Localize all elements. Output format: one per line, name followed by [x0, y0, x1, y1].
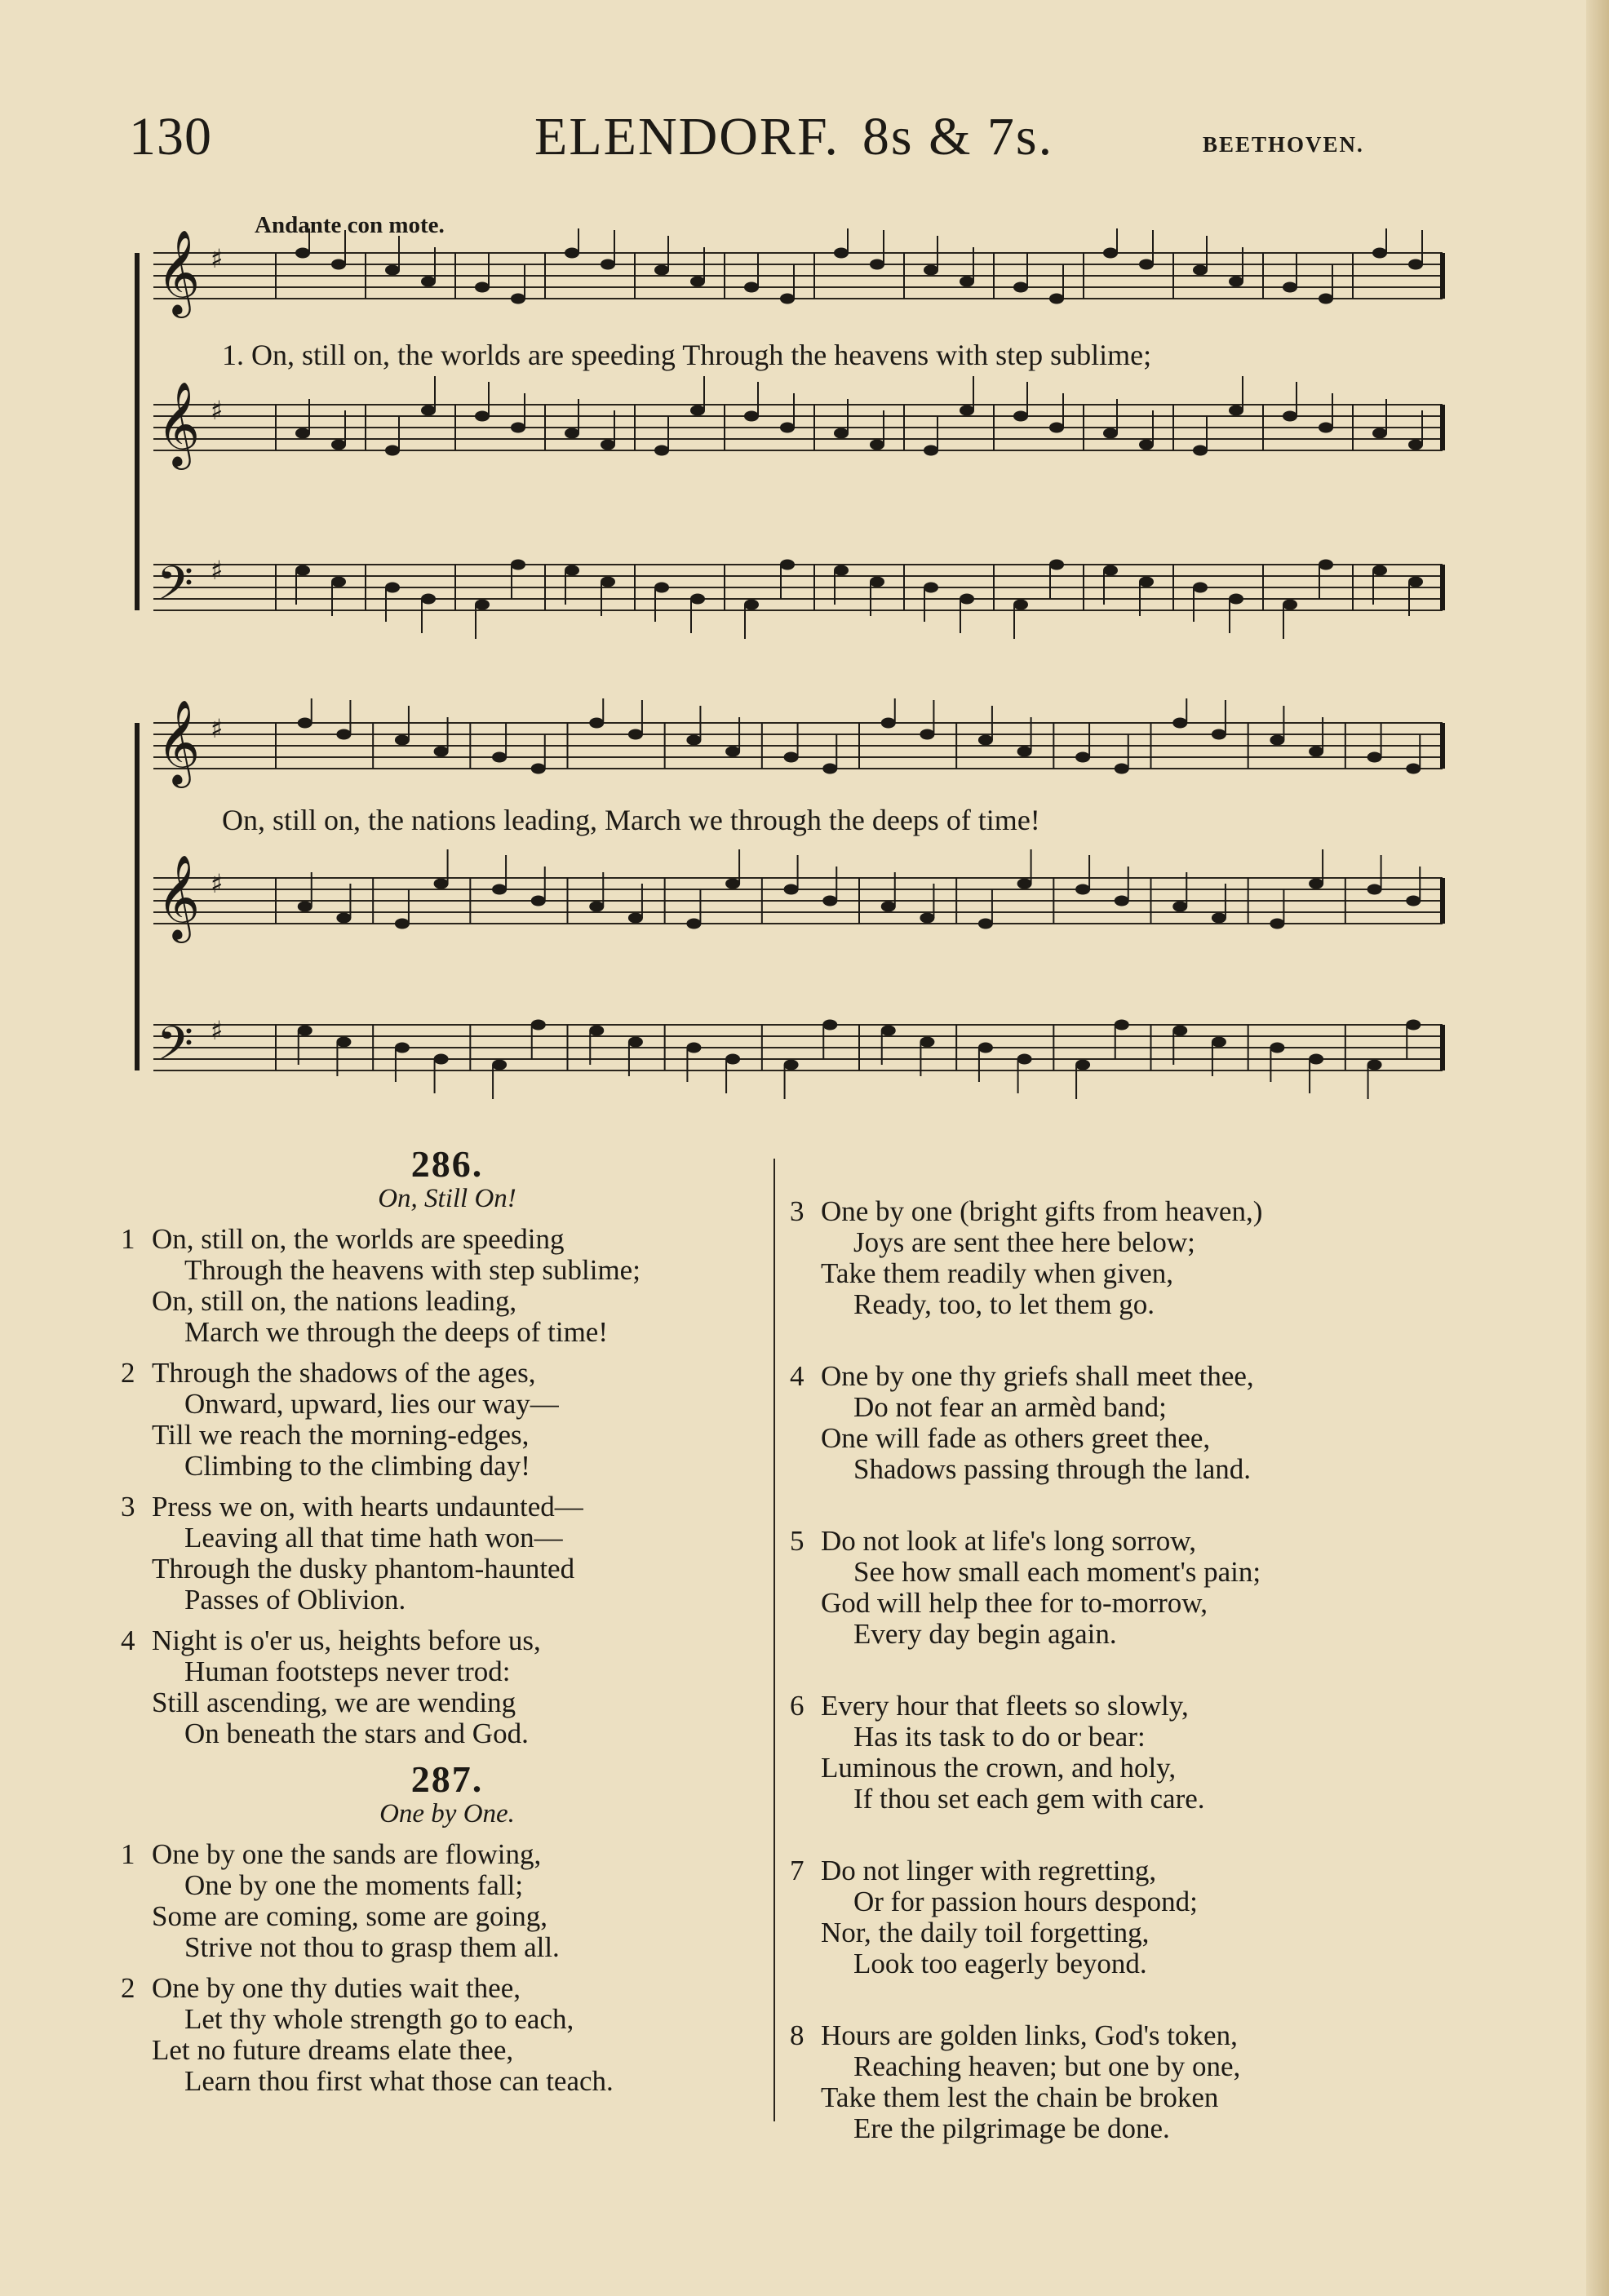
- note-head: [1408, 440, 1423, 450]
- note-head: [1309, 879, 1323, 889]
- note-head: [870, 577, 884, 587]
- stanza-line: Joys are sent thee here below;: [853, 1226, 1195, 1258]
- note-head: [1372, 248, 1387, 259]
- stanza-line: One by one thy duties wait thee,: [152, 1972, 521, 2004]
- note-head: [295, 428, 310, 439]
- stanza-number: 8: [790, 2019, 804, 2051]
- note-head: [960, 277, 974, 287]
- note-head: [1172, 902, 1187, 912]
- note-head: [492, 1060, 507, 1070]
- treble-clef-icon: 𝄞: [157, 854, 201, 940]
- note-head: [1193, 583, 1208, 593]
- column-divider: [773, 1159, 775, 2121]
- note-head: [1229, 277, 1243, 287]
- hymn-287-heading: [121, 1758, 773, 1829]
- note-head: [1319, 294, 1333, 304]
- note-head: [385, 265, 400, 276]
- note-head: [1013, 411, 1028, 422]
- note-head: [1017, 879, 1032, 889]
- note-head: [822, 1020, 837, 1031]
- stanza-line: March we through the deeps of time!: [184, 1316, 609, 1348]
- tune-title: [534, 106, 1053, 168]
- note-head: [1115, 1020, 1129, 1031]
- hymn-286: [121, 1143, 773, 2097]
- note-head: [1013, 600, 1028, 610]
- stanza-line: Do not fear an armèd band;: [853, 1391, 1167, 1423]
- note-head: [978, 919, 993, 929]
- stanza-line: One by one (bright gifts from heaven,): [821, 1195, 1263, 1227]
- stanza-line: Let thy whole strength go to each,: [184, 2003, 574, 2035]
- stanza-number: 2: [121, 1972, 135, 2004]
- note-head: [601, 577, 615, 587]
- sharp-icon: ♯: [211, 555, 224, 587]
- page-header: [0, 106, 1609, 180]
- sharp-icon: ♯: [211, 868, 224, 900]
- stanza-line: Every hour that fleets so slowly,: [821, 1690, 1189, 1722]
- note-head: [336, 1037, 351, 1048]
- note-head: [1309, 1054, 1323, 1065]
- note-head: [434, 1054, 449, 1065]
- stanza: [790, 1196, 1443, 1320]
- note-head: [385, 583, 400, 593]
- stanza-number: 1: [121, 1838, 135, 1870]
- stanza-number: 2: [121, 1357, 135, 1389]
- stanza-line: Or for passion hours despond;: [853, 1886, 1198, 1917]
- note-head: [784, 884, 799, 895]
- note-head: [298, 718, 312, 729]
- stanza-line: Take them readily when given,: [821, 1257, 1173, 1289]
- stanza: [121, 1839, 773, 1963]
- stanza-line: Passes of Oblivion.: [184, 1584, 406, 1616]
- note-head: [1172, 718, 1187, 729]
- note-head: [421, 594, 436, 605]
- stanza: [121, 1625, 773, 1749]
- note-head: [628, 1037, 643, 1048]
- stanza: [790, 1361, 1443, 1485]
- note-head: [1075, 884, 1090, 895]
- note-head: [395, 1043, 410, 1053]
- note-head: [654, 265, 669, 276]
- note-head: [1319, 560, 1333, 570]
- note-head: [1139, 440, 1154, 450]
- stanza-line: Some are coming, some are going,: [152, 1900, 548, 1932]
- note-head: [589, 902, 604, 912]
- hymn-stanzas: [121, 1224, 773, 1749]
- stanza-number: 4: [790, 1360, 804, 1392]
- note-head: [1172, 1026, 1187, 1036]
- note-head: [475, 411, 490, 422]
- stanza-number: 6: [790, 1690, 804, 1722]
- note-head: [511, 560, 525, 570]
- note-head: [295, 248, 310, 259]
- page-number: 130: [129, 107, 212, 166]
- hymn-number: 286.: [410, 1143, 484, 1185]
- note-head: [628, 913, 643, 924]
- stanza-line: Ere the pilgrimage be done.: [853, 2112, 1170, 2144]
- note-head: [784, 1060, 799, 1070]
- stanza-line: Learn thou first what those can teach.: [184, 2065, 614, 2097]
- note-head: [336, 913, 351, 924]
- stanza-number: 5: [790, 1525, 804, 1557]
- note-head: [920, 913, 934, 924]
- stanza-number: 3: [790, 1195, 804, 1227]
- stanza-line: See how small each moment's pain;: [853, 1556, 1261, 1588]
- note-head: [924, 583, 938, 593]
- hymn-subtitle: On, Still On!: [378, 1184, 516, 1213]
- note-head: [780, 560, 795, 570]
- stanza-line: God will help thee for to-morrow,: [821, 1587, 1208, 1619]
- note-head: [492, 752, 507, 763]
- note-head: [690, 277, 705, 287]
- tune-name: ELENDORF.: [534, 107, 840, 166]
- note-head: [1367, 1060, 1382, 1070]
- note-head: [1229, 594, 1243, 605]
- note-head: [492, 884, 507, 895]
- note-head: [336, 729, 351, 740]
- tune-meter: 8s & 7s.: [862, 107, 1054, 166]
- hymn-subtitle: One by One.: [379, 1799, 515, 1828]
- note-head: [1193, 265, 1208, 276]
- note-head: [744, 282, 759, 293]
- sharp-icon: ♯: [211, 713, 224, 745]
- note-head: [1075, 752, 1090, 763]
- stanza: [121, 1492, 773, 1616]
- note-head: [531, 896, 546, 906]
- note-head: [331, 577, 346, 587]
- note-head: [1212, 913, 1226, 924]
- staff-system-1: [129, 228, 1451, 653]
- note-head: [295, 565, 310, 576]
- stanza-line: One will fade as others greet thee,: [821, 1422, 1211, 1454]
- note-head: [1283, 411, 1297, 422]
- stanza-line: Climbing to the climbing day!: [184, 1450, 530, 1482]
- note-head: [690, 406, 705, 416]
- note-head: [434, 747, 449, 757]
- note-head: [565, 565, 579, 576]
- note-head: [822, 764, 837, 774]
- note-head: [565, 248, 579, 259]
- note-head: [725, 879, 740, 889]
- treble-clef-icon: 𝄞: [157, 381, 201, 467]
- note-head: [1049, 294, 1064, 304]
- lyric-line-1: 1. On, still on, the worlds are speeding Through the heavens with step sublime;: [222, 339, 1152, 371]
- hymn-287-continued: [790, 1155, 1443, 2144]
- note-head: [1139, 577, 1154, 587]
- staff-system-2: [129, 698, 1451, 1106]
- music-system-1: [129, 228, 1451, 653]
- note-head: [511, 294, 525, 304]
- lyric-line-2: On, still on, the nations leading, March we through the deeps of time!: [222, 804, 1040, 836]
- hymn-number: 287.: [410, 1758, 484, 1800]
- note-head: [780, 294, 795, 304]
- note-head: [870, 259, 884, 270]
- sharp-icon: ♯: [211, 243, 224, 275]
- stanza-line: Do not linger with regretting,: [821, 1855, 1157, 1886]
- note-head: [565, 428, 579, 439]
- note-head: [1270, 735, 1284, 746]
- stanza-number: 7: [790, 1855, 804, 1886]
- note-head: [421, 277, 436, 287]
- tempo-marking: Andante con mote.: [255, 212, 445, 238]
- note-head: [822, 896, 837, 906]
- hymn-stanzas: [790, 1196, 1443, 2144]
- stanza-line: Human footsteps never trod:: [184, 1656, 511, 1687]
- note-head: [1075, 1060, 1090, 1070]
- stanza-line: Shadows passing through the land.: [853, 1453, 1252, 1485]
- stanza-number: 1: [121, 1223, 135, 1255]
- page-edge: [1586, 0, 1609, 2296]
- stanza-line: Through the dusky phantom-haunted: [152, 1553, 575, 1585]
- note-head: [1406, 896, 1421, 906]
- stanza: [790, 1691, 1443, 1815]
- note-head: [881, 1026, 896, 1036]
- note-head: [1372, 428, 1387, 439]
- stanza-line: Reaching heaven; but one by one,: [853, 2050, 1241, 2082]
- stanza: [121, 1358, 773, 1482]
- note-head: [589, 1026, 604, 1036]
- note-head: [784, 752, 799, 763]
- stanza: [790, 1855, 1443, 1979]
- note-head: [690, 594, 705, 605]
- stanza-line: Through the shadows of the ages,: [152, 1357, 536, 1389]
- note-head: [601, 440, 615, 450]
- stanza-line: Through the heavens with step sublime;: [184, 1254, 640, 1286]
- note-head: [475, 600, 490, 610]
- note-head: [1103, 565, 1118, 576]
- stanza-line: Ready, too, to let them go.: [853, 1288, 1155, 1320]
- stanza: [121, 1224, 773, 1348]
- note-head: [298, 1026, 312, 1036]
- note-head: [531, 1020, 546, 1031]
- note-head: [1212, 1037, 1226, 1048]
- note-head: [870, 440, 884, 450]
- stanza-line: Hours are golden links, God's token,: [821, 2019, 1238, 2051]
- stanza-line: One by one thy griefs shall meet thee,: [821, 1360, 1254, 1392]
- note-head: [1270, 919, 1284, 929]
- note-head: [395, 735, 410, 746]
- note-head: [1017, 1054, 1032, 1065]
- stanza-line: On, still on, the worlds are speeding: [152, 1223, 565, 1255]
- stanza-line: One by one the sands are flowing,: [152, 1838, 542, 1870]
- stanza-line: Every day begin again.: [853, 1618, 1117, 1650]
- stanza-line: Onward, upward, lies our way—: [184, 1388, 559, 1420]
- note-head: [1406, 764, 1421, 774]
- stanza: [790, 2020, 1443, 2144]
- note-head: [881, 718, 896, 729]
- note-head: [1367, 884, 1382, 895]
- note-head: [744, 600, 759, 610]
- note-head: [331, 259, 346, 270]
- note-head: [475, 282, 490, 293]
- note-head: [978, 1043, 993, 1053]
- stanza-line: Take them lest the chain be broken: [821, 2081, 1219, 2113]
- note-head: [725, 747, 740, 757]
- stanza-line: Till we reach the morning-edges,: [152, 1419, 530, 1451]
- note-head: [725, 1054, 740, 1065]
- note-head: [924, 445, 938, 456]
- note-head: [1013, 282, 1028, 293]
- note-head: [881, 902, 896, 912]
- note-head: [686, 1043, 701, 1053]
- note-head: [960, 594, 974, 605]
- stanza-line: Do not look at life's long sorrow,: [821, 1525, 1196, 1557]
- stanza-line: Nor, the daily toil forgetting,: [821, 1917, 1150, 1948]
- note-head: [434, 879, 449, 889]
- note-head: [1367, 752, 1382, 763]
- stanza-line: Still ascending, we are wending: [152, 1687, 516, 1718]
- note-head: [1049, 423, 1064, 433]
- note-head: [421, 406, 436, 416]
- note-head: [1408, 577, 1423, 587]
- stanza-number: 4: [121, 1624, 135, 1656]
- note-head: [589, 718, 604, 729]
- composer: BEETHOVEN.: [1203, 132, 1364, 157]
- note-head: [1372, 565, 1387, 576]
- note-head: [531, 764, 546, 774]
- note-head: [1017, 747, 1032, 757]
- note-head: [1270, 1043, 1284, 1053]
- treble-clef-icon: 𝄞: [157, 699, 201, 785]
- note-head: [1212, 729, 1226, 740]
- stanza-line: Look too eagerly beyond.: [853, 1948, 1147, 1979]
- stanza-line: Night is o'er us, heights before us,: [152, 1624, 541, 1656]
- note-head: [920, 729, 934, 740]
- sharp-icon: ♯: [211, 395, 224, 427]
- sharp-icon: ♯: [211, 1015, 224, 1047]
- note-head: [1283, 600, 1297, 610]
- note-head: [1103, 248, 1118, 259]
- note-head: [1115, 896, 1129, 906]
- note-head: [960, 406, 974, 416]
- note-head: [978, 735, 993, 746]
- stanza-line: Luminous the crown, and holy,: [821, 1752, 1177, 1784]
- note-head: [686, 919, 701, 929]
- stanza-line: If thou set each gem with care.: [853, 1783, 1205, 1815]
- note-head: [1309, 747, 1323, 757]
- stanza-line: On, still on, the nations leading,: [152, 1285, 517, 1317]
- note-head: [331, 440, 346, 450]
- note-head: [920, 1037, 934, 1048]
- note-head: [1193, 445, 1208, 456]
- hymn-stanzas: [121, 1839, 773, 2097]
- note-head: [924, 265, 938, 276]
- note-head: [1406, 1020, 1421, 1031]
- note-head: [654, 583, 669, 593]
- note-head: [1049, 560, 1064, 570]
- note-head: [780, 423, 795, 433]
- note-head: [1408, 259, 1423, 270]
- note-head: [1283, 282, 1297, 293]
- stanza-line: One by one the moments fall;: [184, 1869, 524, 1901]
- stanza: [121, 1973, 773, 2097]
- note-head: [628, 729, 643, 740]
- music-system-2: [129, 698, 1451, 1106]
- stanza-line: On beneath the stars and God.: [184, 1718, 529, 1749]
- stanza-line: Let no future dreams elate thee,: [152, 2034, 514, 2066]
- note-head: [1139, 259, 1154, 270]
- stanza-line: Press we on, with hearts undaunted—: [152, 1491, 583, 1523]
- stanza-line: Leaving all that time hath won—: [184, 1522, 563, 1554]
- bass-clef-icon: 𝄢: [157, 556, 194, 623]
- note-head: [385, 445, 400, 456]
- stanza-line: Has its task to do or bear:: [853, 1721, 1146, 1753]
- note-head: [298, 902, 312, 912]
- note-head: [654, 445, 669, 456]
- note-head: [744, 411, 759, 422]
- stanza-number: 3: [121, 1491, 135, 1523]
- note-head: [1103, 428, 1118, 439]
- note-head: [395, 919, 410, 929]
- stanza: [790, 1526, 1443, 1650]
- note-head: [1229, 406, 1243, 416]
- note-head: [686, 735, 701, 746]
- note-head: [834, 565, 849, 576]
- note-head: [1319, 423, 1333, 433]
- note-head: [601, 259, 615, 270]
- note-head: [511, 423, 525, 433]
- treble-clef-icon: 𝄞: [157, 229, 201, 315]
- note-head: [834, 248, 849, 259]
- stanza-line: Strive not thou to grasp them all.: [184, 1931, 560, 1963]
- note-head: [1115, 764, 1129, 774]
- bass-clef-icon: 𝄢: [157, 1016, 194, 1083]
- note-head: [834, 428, 849, 439]
